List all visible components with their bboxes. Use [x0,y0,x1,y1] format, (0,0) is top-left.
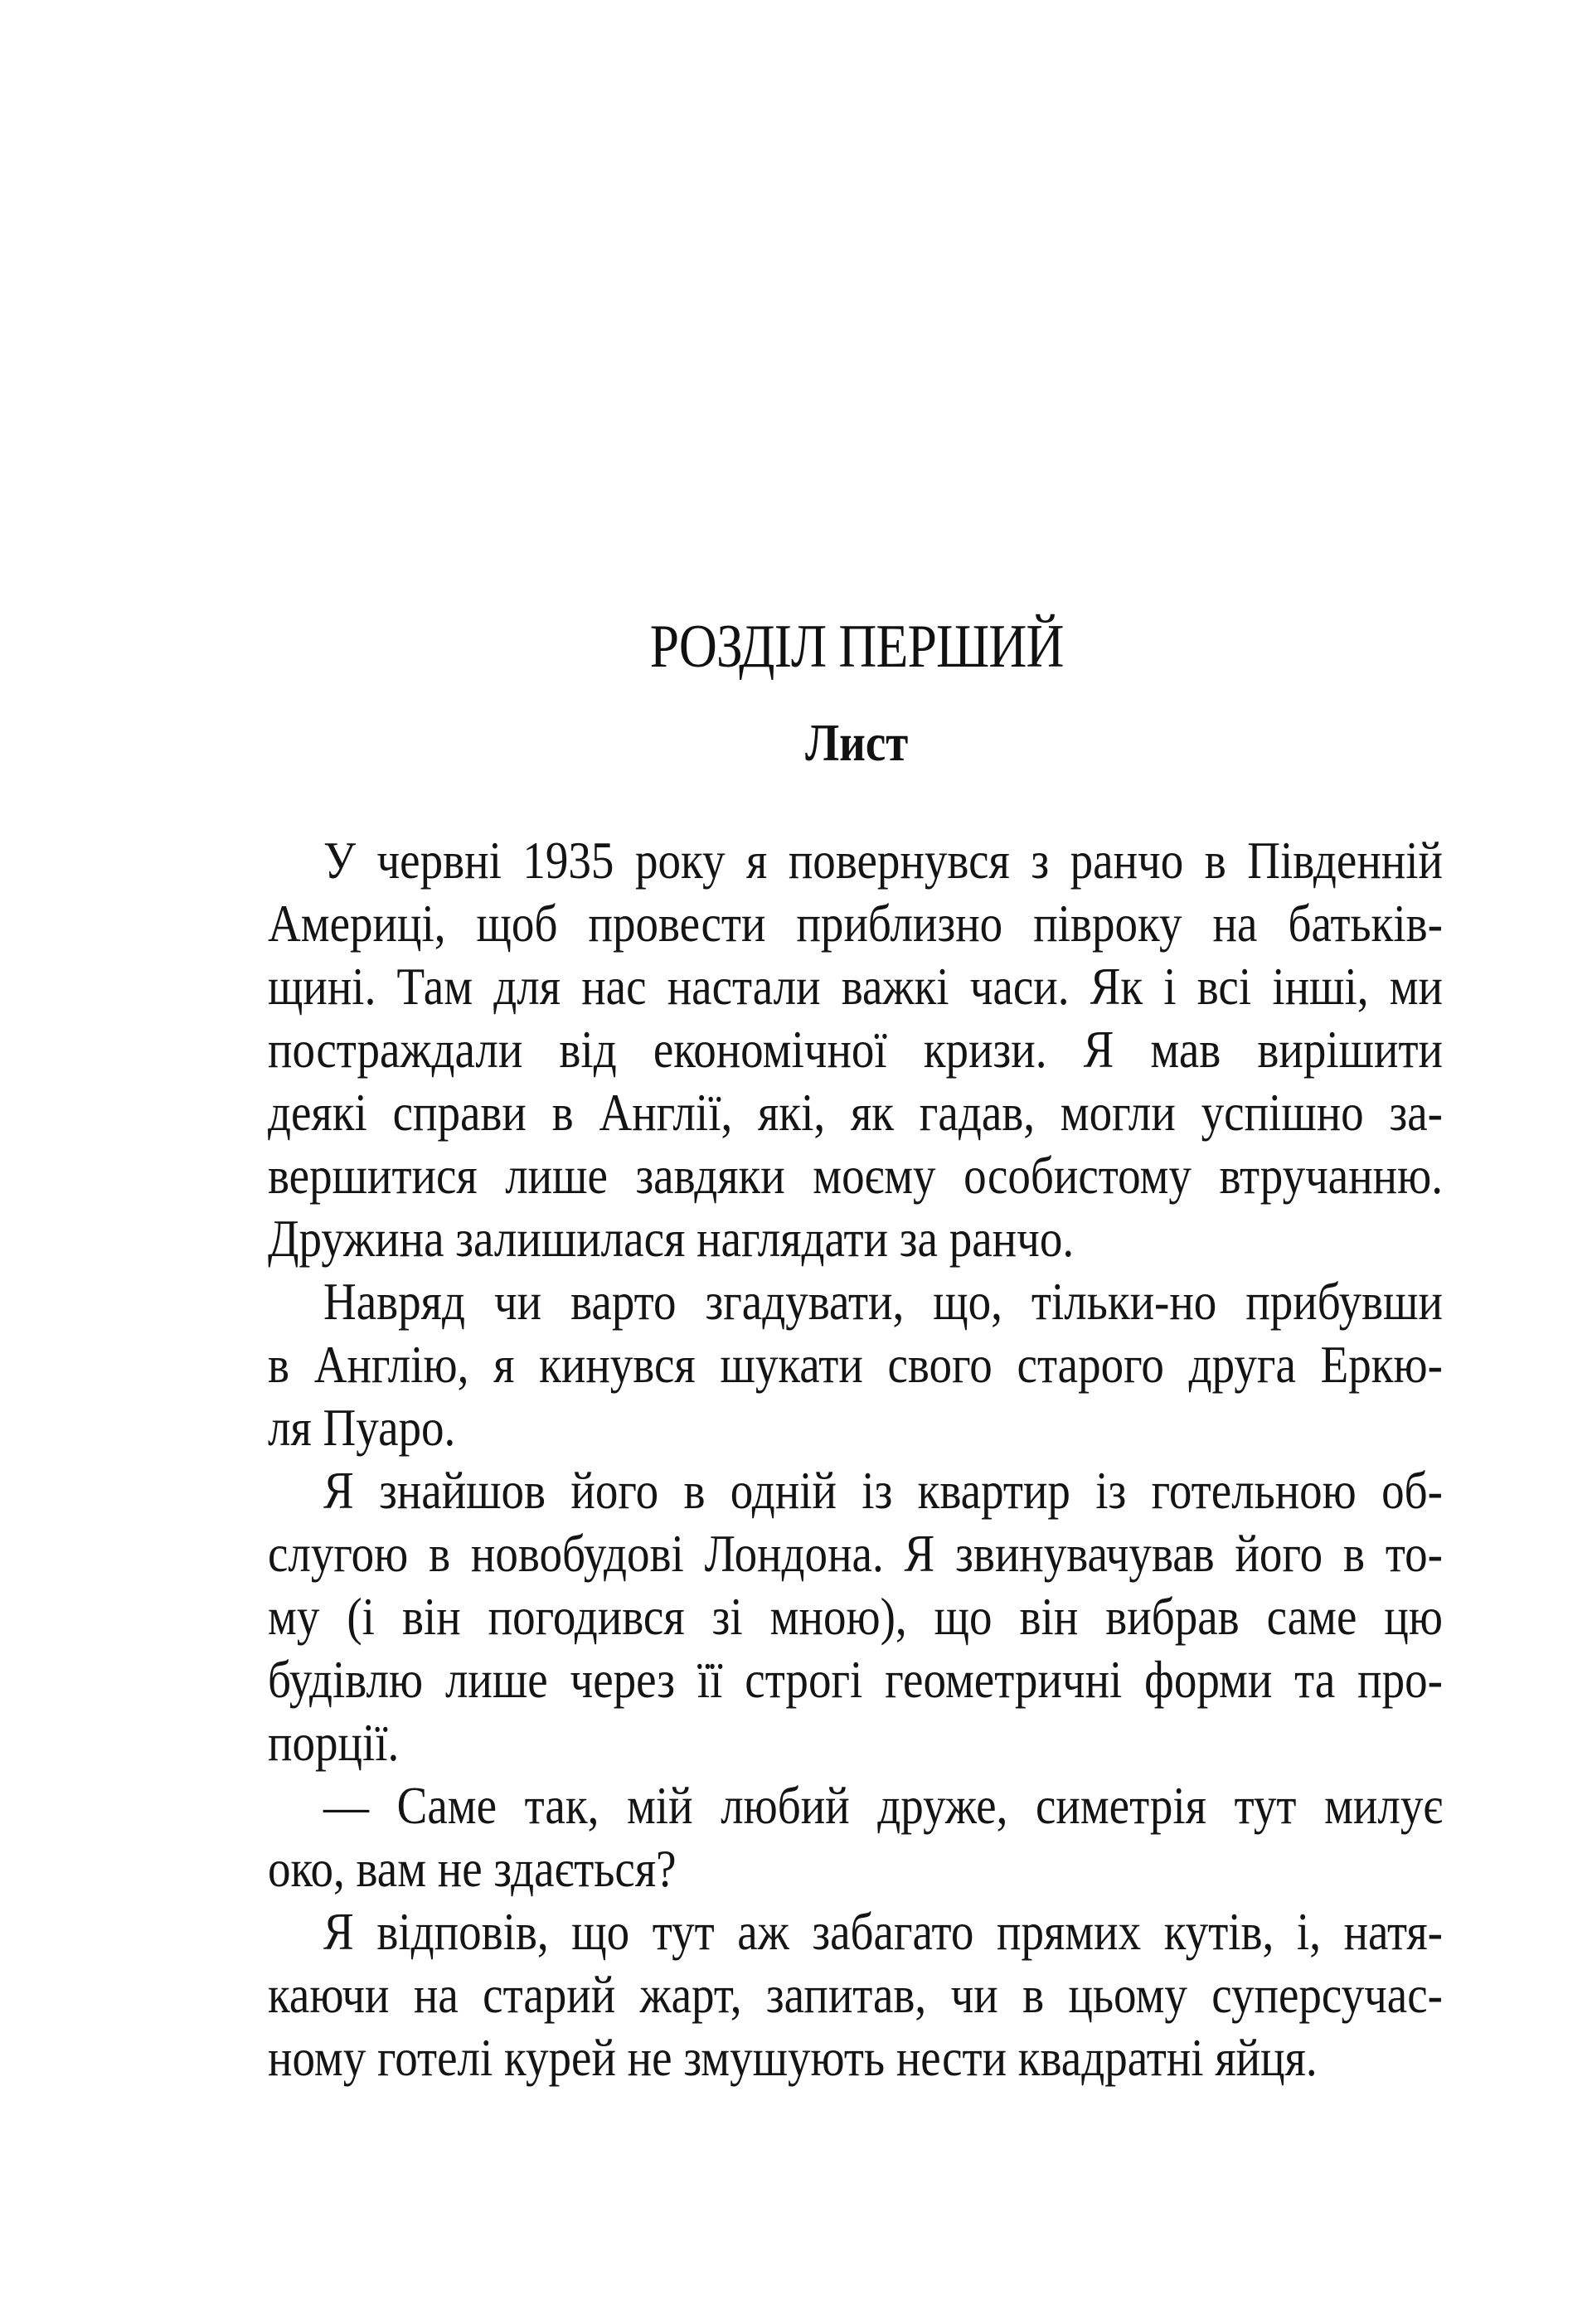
text-line: Америці, щоб провести приблизно півроку на батьків- [268,894,1444,953]
chapter-title-text: РОЗДІЛ ПЕРШИЙ [649,613,1064,681]
text-line: постраждали від економічної кризи. Я мав вирішити [268,1020,1444,1079]
text-line: — Саме так, мій любий друже, симетрія тут милує [323,1776,1444,1835]
text-line: Я відповів, що тут аж забагато прямих кутів, і, натя- [323,1902,1444,1961]
text-line: ля Пуаро. [268,1398,456,1457]
text-line: му (і він погодився зі мною), що він вибрав саме цю [268,1587,1444,1646]
text-line: Я знайшов його в одній із квартир із готельною об- [323,1461,1444,1520]
text-line: щині. Там для нас настали важкі часи. Як і всі інші, ми [268,957,1444,1016]
text-line: в Англію, я кинувся шукати свого старого друга Еркю- [268,1335,1444,1394]
text-line: каючи на старий жарт, запитав, чи в цьому суперсучас- [268,1965,1444,2024]
text-line: будівлю лише через її строгі геометричні форми та про- [268,1650,1444,1709]
chapter-title [0,609,1592,684]
text-line: вершитися лише завдяки моєму особистому втручанню. [268,1146,1444,1205]
text-line: порції. [268,1713,400,1772]
text-line: деякі справи в Англії, які, як гадав, могли успішно за- [268,1083,1444,1142]
chapter-subtitle [0,710,1592,776]
text-line: Навряд чи варто згадувати, що, тільки-но прибувши [323,1272,1444,1331]
chapter-subtitle-text: Лист [804,713,909,772]
text-line: слугою в новобудові Лондона. Я звинувачував його в то- [268,1524,1444,1583]
text-line: Дружина залишилася наглядати за ранчо. [268,1209,1075,1268]
text-line: око, вам не здається? [268,1839,677,1898]
text-line: ному готелі курей не змушують нести квадратні яйця. [268,2028,1318,2087]
text-line: У червні 1935 року я повернувся з ранчо в Південній [323,831,1444,890]
